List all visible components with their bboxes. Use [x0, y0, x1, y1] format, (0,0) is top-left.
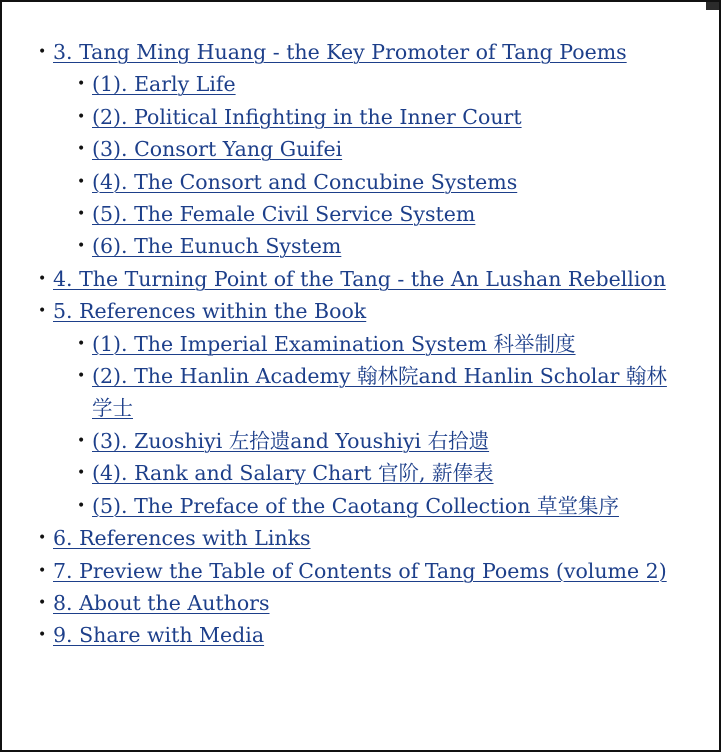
toc-subitem — [77, 490, 670, 522]
toc-subitem — [77, 230, 670, 262]
toc-item-5 — [38, 295, 670, 522]
toc-subitem — [77, 457, 670, 489]
toc-subitem — [77, 101, 670, 133]
toc-item-9 — [38, 619, 670, 651]
toc-link-3-2[interactable]: (2). Political Infighting in the Inner Court — [92, 104, 522, 129]
toc-list — [38, 36, 670, 652]
toc-link-5-2[interactable]: (2). The Hanlin Academy 翰林院and Hanlin Scholar 翰林学士 — [92, 364, 667, 421]
toc-item-3 — [38, 36, 670, 263]
toc-link-6[interactable]: 6. References with Links — [53, 526, 311, 551]
toc-sublist-5 — [77, 328, 670, 522]
toc-link-9[interactable]: 9. Share with Media — [53, 623, 265, 648]
toc-sublist-3 — [77, 68, 670, 262]
toc-link-5-5[interactable]: (5). The Preface of the Caotang Collection 草堂集序 — [92, 493, 619, 518]
toc-subitem — [77, 425, 670, 457]
toc-link-5[interactable]: 5. References within the Book — [53, 299, 367, 324]
toc-link-4[interactable]: 4. The Turning Point of the Tang - the An Lushan Rebellion — [53, 266, 666, 291]
toc-link-8[interactable]: 8. About the Authors — [53, 590, 270, 615]
toc-link-3-3[interactable]: (3). Consort Yang Guifei — [92, 137, 343, 162]
toc-link-7[interactable]: 7. Preview the Table of Contents of Tang Poems (volume 2) — [53, 558, 667, 583]
toc-item-4 — [38, 263, 670, 295]
toc-item-7 — [38, 555, 670, 587]
toc-link-5-1[interactable]: (1). The Imperial Examination System 科举制度 — [92, 331, 576, 356]
toc-link-3-1[interactable]: (1). Early Life — [92, 72, 236, 97]
toc-item-6 — [38, 522, 670, 554]
toc-subitem — [77, 166, 670, 198]
table-of-contents — [38, 36, 670, 652]
toc-subitem — [77, 133, 670, 165]
toc-link-3-6[interactable]: (6). The Eunuch System — [92, 234, 342, 259]
toc-link-5-4[interactable]: (4). Rank and Salary Chart 官阶, 薪俸表 — [92, 461, 494, 486]
toc-subitem — [77, 360, 670, 425]
toc-link-3-4[interactable]: (4). The Consort and Concubine Systems — [92, 169, 518, 194]
corner-mark — [706, 2, 719, 10]
toc-link-3-5[interactable]: (5). The Female Civil Service System — [92, 202, 476, 227]
toc-link-5-3[interactable]: (3). Zuoshiyi 左拾遗and Youshiyi 右拾遗 — [92, 428, 490, 453]
toc-link-3[interactable]: 3. Tang Ming Huang - the Key Promoter of Tang Poems — [53, 40, 627, 64]
toc-subitem — [77, 198, 670, 230]
toc-item-8 — [38, 587, 670, 619]
toc-subitem — [77, 328, 670, 360]
toc-subitem — [77, 68, 670, 100]
